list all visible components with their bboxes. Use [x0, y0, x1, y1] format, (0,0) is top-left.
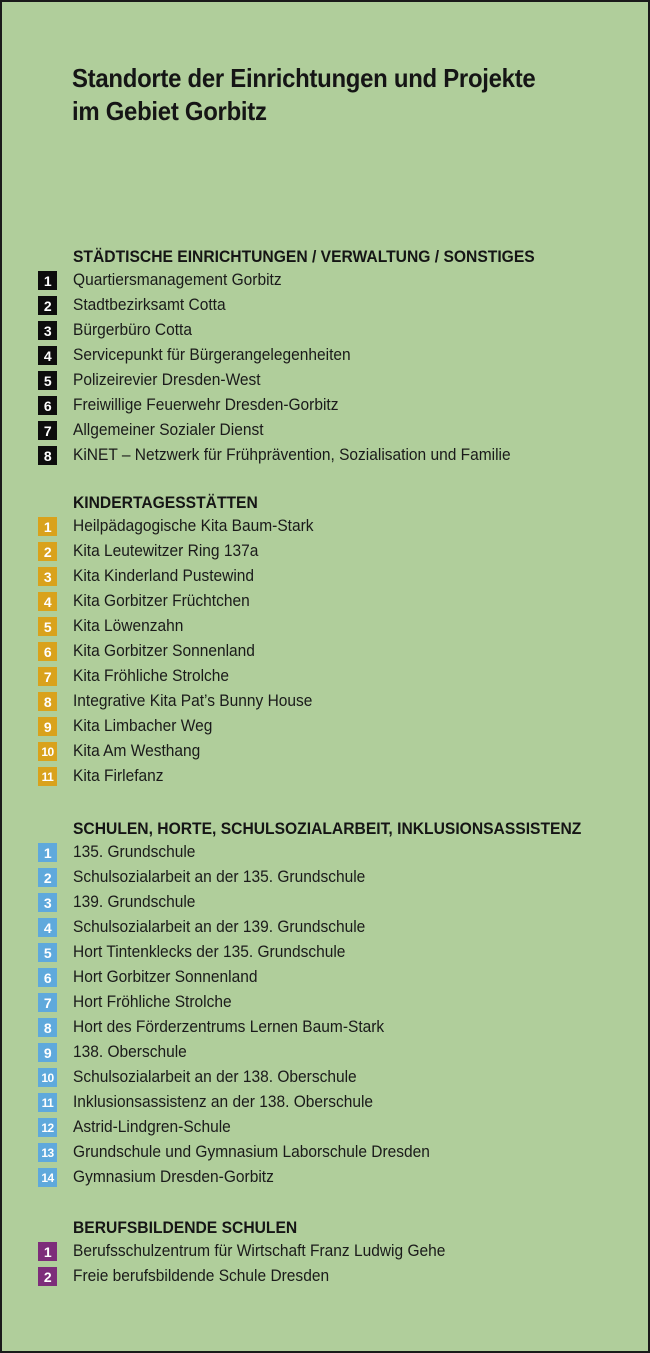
legend-item	[38, 1040, 638, 1065]
legend-item	[38, 689, 638, 714]
number-badge: 1	[38, 1242, 57, 1261]
number-badge: 10	[38, 742, 57, 761]
legend-item-label: Kita Limbacher Weg	[73, 717, 213, 735]
number-badge: 3	[38, 321, 57, 340]
legend-item	[38, 1165, 638, 1190]
legend-item-label: 139. Grundschule	[73, 893, 196, 911]
number-badge: 13	[38, 1143, 57, 1162]
number-badge: 2	[38, 296, 57, 315]
legend-item	[38, 764, 638, 789]
legend-item-label: KiNET – Netzwerk für Frühprävention, Sozialisation und Familie	[73, 446, 511, 464]
number-badge: 5	[38, 371, 57, 390]
legend-item-label: Kita Gorbitzer Sonnenland	[73, 642, 255, 660]
legend-item	[38, 318, 638, 343]
legend-item-label: Hort des Förderzentrums Lernen Baum-Stark	[73, 1018, 385, 1036]
number-badge: 4	[38, 918, 57, 937]
legend-list	[38, 1239, 638, 1289]
legend-item	[38, 393, 638, 418]
number-badge: 5	[38, 617, 57, 636]
legend-item	[38, 664, 638, 689]
legend-item	[38, 514, 638, 539]
legend-item-label: Servicepunkt für Bürgerangelegenheiten	[73, 346, 351, 364]
legend-item-label: Schulsozialarbeit an der 139. Grundschule	[73, 918, 366, 936]
legend-item-label: Schulsozialarbeit an der 138. Oberschule	[73, 1068, 357, 1086]
legend-item	[38, 890, 638, 915]
legend-item-label: Grundschule und Gymnasium Laborschule Dresden	[73, 1143, 430, 1161]
section-heading: BERUFSBILDENDE SCHULEN	[73, 1218, 298, 1237]
number-badge: 9	[38, 1043, 57, 1062]
legend-item	[38, 564, 638, 589]
legend-item	[38, 418, 638, 443]
number-badge: 8	[38, 1018, 57, 1037]
legend-item-label: 135. Grundschule	[73, 843, 196, 861]
number-badge: 3	[38, 567, 57, 586]
number-badge: 11	[38, 767, 57, 786]
legend-item-label: Quartiersmanagement Gorbitz	[73, 271, 282, 289]
legend-item-label: 138. Oberschule	[73, 1043, 187, 1061]
legend-item-label: Bürgerbüro Cotta	[73, 321, 192, 339]
number-badge: 1	[38, 517, 57, 536]
section-heading: STÄDTISCHE EINRICHTUNGEN / VERWALTUNG / SONSTIGES	[73, 247, 535, 266]
number-badge: 11	[38, 1093, 57, 1112]
number-badge: 8	[38, 446, 57, 465]
number-badge: 4	[38, 592, 57, 611]
legend-item-label: Kita Firlefanz	[73, 767, 164, 785]
number-badge: 2	[38, 1267, 57, 1286]
number-badge: 1	[38, 271, 57, 290]
number-badge: 5	[38, 943, 57, 962]
legend-item-label: Freie berufsbildende Schule Dresden	[73, 1267, 330, 1285]
number-badge: 6	[38, 396, 57, 415]
number-badge: 14	[38, 1168, 57, 1187]
legend-item-label: Berufsschulzentrum für Wirtschaft Franz Ludwig Gehe	[73, 1242, 446, 1260]
legend-item	[38, 865, 638, 890]
legend-item-label: Hort Tintenklecks der 135. Grundschule	[73, 943, 346, 961]
number-badge: 2	[38, 542, 57, 561]
legend-item-label: Polizeirevier Dresden-West	[73, 371, 261, 389]
page-title-line-2: im Gebiet Gorbitz	[72, 96, 267, 126]
legend-item-label: Hort Fröhliche Strolche	[73, 993, 232, 1011]
legend-item	[38, 614, 638, 639]
legend-item	[38, 1239, 638, 1264]
legend-item	[38, 714, 638, 739]
legend-item	[38, 1140, 638, 1165]
number-badge: 1	[38, 843, 57, 862]
number-badge: 7	[38, 421, 57, 440]
legend-list	[38, 840, 638, 1190]
legend-item	[38, 965, 638, 990]
number-badge: 3	[38, 893, 57, 912]
legend-item-label: Heilpädagogische Kita Baum-Stark	[73, 517, 314, 535]
legend-item	[38, 1264, 638, 1289]
number-badge: 7	[38, 667, 57, 686]
legend-item	[38, 589, 638, 614]
number-badge: 8	[38, 692, 57, 711]
number-badge: 6	[38, 642, 57, 661]
legend-item-label: Kita Kinderland Pustewind	[73, 567, 255, 585]
page-title	[72, 62, 535, 128]
legend-item	[38, 1090, 638, 1115]
legend-item	[38, 1115, 638, 1140]
legend-item-label: Allgemeiner Sozialer Dienst	[73, 421, 264, 439]
legend-item	[38, 739, 638, 764]
legend-item	[38, 539, 638, 564]
section-kindertagesstaetten	[38, 491, 638, 789]
legend-item	[38, 990, 638, 1015]
legend-item-label: Kita Am Westhang	[73, 742, 201, 760]
legend-item	[38, 368, 638, 393]
page-title-line-1: Standorte der Einrichtungen und Projekte	[72, 63, 536, 93]
section-heading: KINDERTAGESSTÄTTEN	[73, 493, 258, 512]
legend-item	[38, 293, 638, 318]
number-badge: 9	[38, 717, 57, 736]
legend-item-label: Kita Fröhliche Strolche	[73, 667, 230, 685]
number-badge: 7	[38, 993, 57, 1012]
legend-item-label: Inklusionsassistenz an der 138. Oberschule	[73, 1093, 374, 1111]
legend-item	[38, 840, 638, 865]
legend-item-label: Kita Gorbitzer Früchtchen	[73, 592, 250, 610]
number-badge: 12	[38, 1118, 57, 1137]
legend-item-label: Kita Leutewitzer Ring 137a	[73, 542, 259, 560]
number-badge: 4	[38, 346, 57, 365]
section-berufsbildende-schulen	[38, 1216, 638, 1289]
number-badge: 6	[38, 968, 57, 987]
legend-list	[38, 268, 638, 468]
legend-item-label: Gymnasium Dresden-Gorbitz	[73, 1168, 274, 1186]
legend-item	[38, 915, 638, 940]
legend-item	[38, 343, 638, 368]
number-badge: 2	[38, 868, 57, 887]
legend-item	[38, 1065, 638, 1090]
legend-list	[38, 514, 638, 789]
legend-item-label: Freiwillige Feuerwehr Dresden-Gorbitz	[73, 396, 339, 414]
legend-item-label: Hort Gorbitzer Sonnenland	[73, 968, 258, 986]
legend-item	[38, 940, 638, 965]
section-schulen-horte	[38, 817, 638, 1190]
legend-item-label: Kita Löwenzahn	[73, 617, 184, 635]
section-staedtische-einrichtungen	[38, 245, 638, 468]
legend-item-label: Stadtbezirksamt Cotta	[73, 296, 226, 314]
legend-item-label: Schulsozialarbeit an der 135. Grundschule	[73, 868, 366, 886]
section-heading: SCHULEN, HORTE, SCHULSOZIALARBEIT, INKLUSIONSASSISTENZ	[73, 819, 582, 838]
legend-item	[38, 268, 638, 293]
legend-item-label: Astrid-Lindgren-Schule	[73, 1118, 231, 1136]
legend-item	[38, 1015, 638, 1040]
legend-item-label: Integrative Kita Pat’s Bunny House	[73, 692, 313, 710]
legend-item	[38, 443, 638, 468]
legend-item	[38, 639, 638, 664]
number-badge: 10	[38, 1068, 57, 1087]
